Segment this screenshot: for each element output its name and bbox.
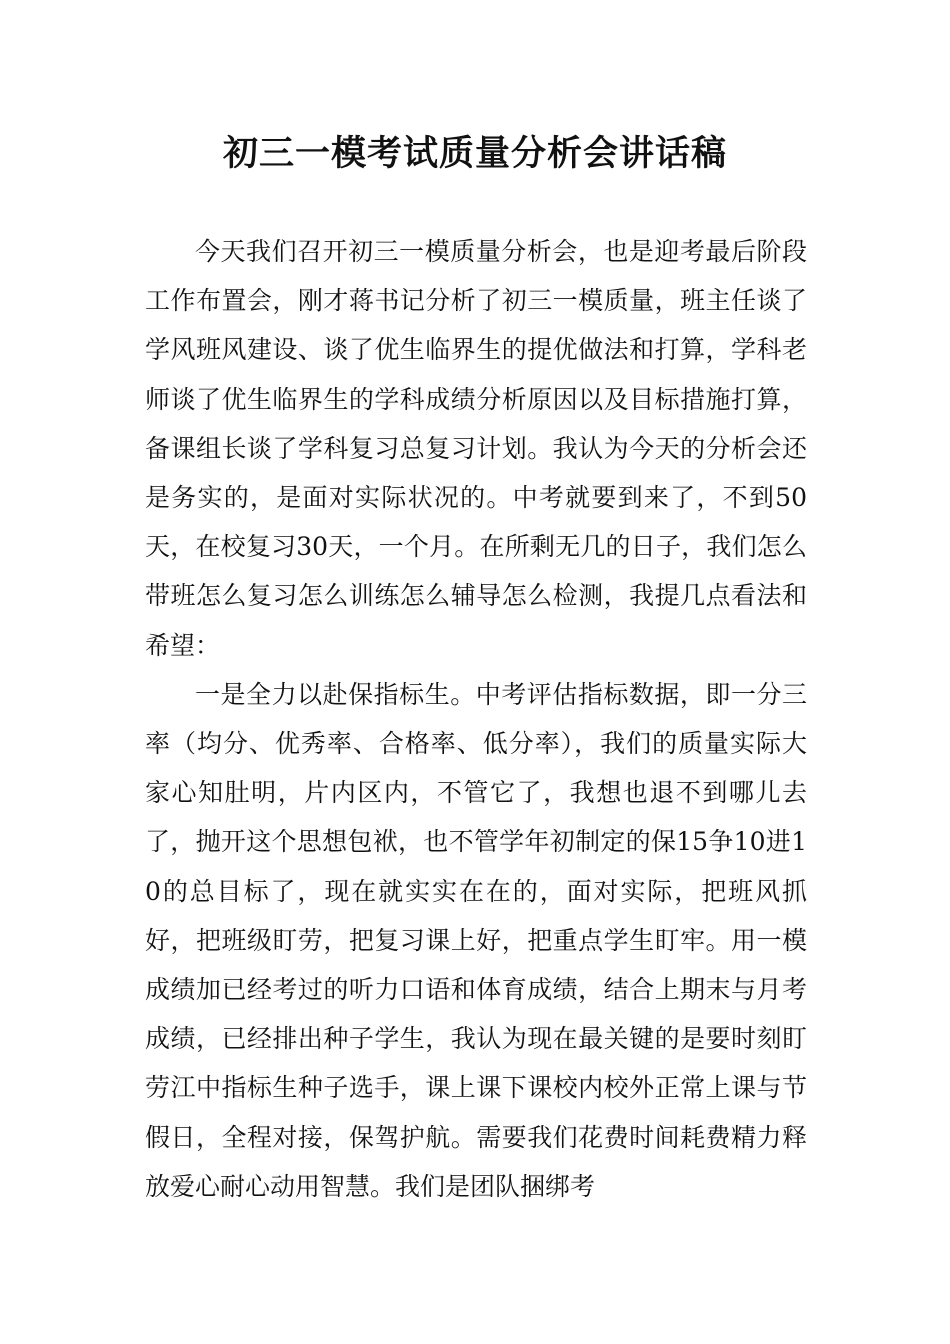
document-body bbox=[145, 227, 807, 1211]
document-title: 初三一模考试质量分析会讲话稿 bbox=[222, 133, 727, 174]
paragraph-1: 今天我们召开初三一模质量分析会，也是迎考最后阶段工作布置会，刚才蒋书记分析了初三一模质量，班主任谈了学风班风建设、谈了优生临界生的提优做法和打算，学科老师谈了优生临界生的学科成绩分析原因以及目标措施打算，备课组长谈了学科复习总复习计划。我认为今天的分析会还是务实的，是面对实际状况的。中考就要到来了，不到50天，在校复习30天，一个月。在所剩无几的日子，我们怎么带班怎么复习怎么训练怎么辅导怎么检测，我提几点看法和希望： bbox=[145, 237, 807, 660]
paragraph-2: 一是全力以赴保指标生。中考评估指标数据，即一分三率（均分、优秀率、合格率、低分率），我们的质量实际大家心知肚明，片内区内，不管它了，我想也退不到哪儿去了，抛开这个思想包袱，也不管学年初制定的保15争10进10的总目标了，现在就实实在在的，面对实际，把班风抓好，把班级盯劳，把复习课上好，把重点学生盯牢。用一模成绩加已经考过的听力口语和体育成绩，结合上期末与月考成绩，已经排出种子学生，我认为现在最关键的是要时刻盯劳江中指标生种子选手，课上课下课校内校外正常上课与节假日，全程对接，保驾护航。需要我们花费时间耗费精力释放爱心耐心动用智慧。我们是团队捆绑考 bbox=[145, 679, 807, 1201]
